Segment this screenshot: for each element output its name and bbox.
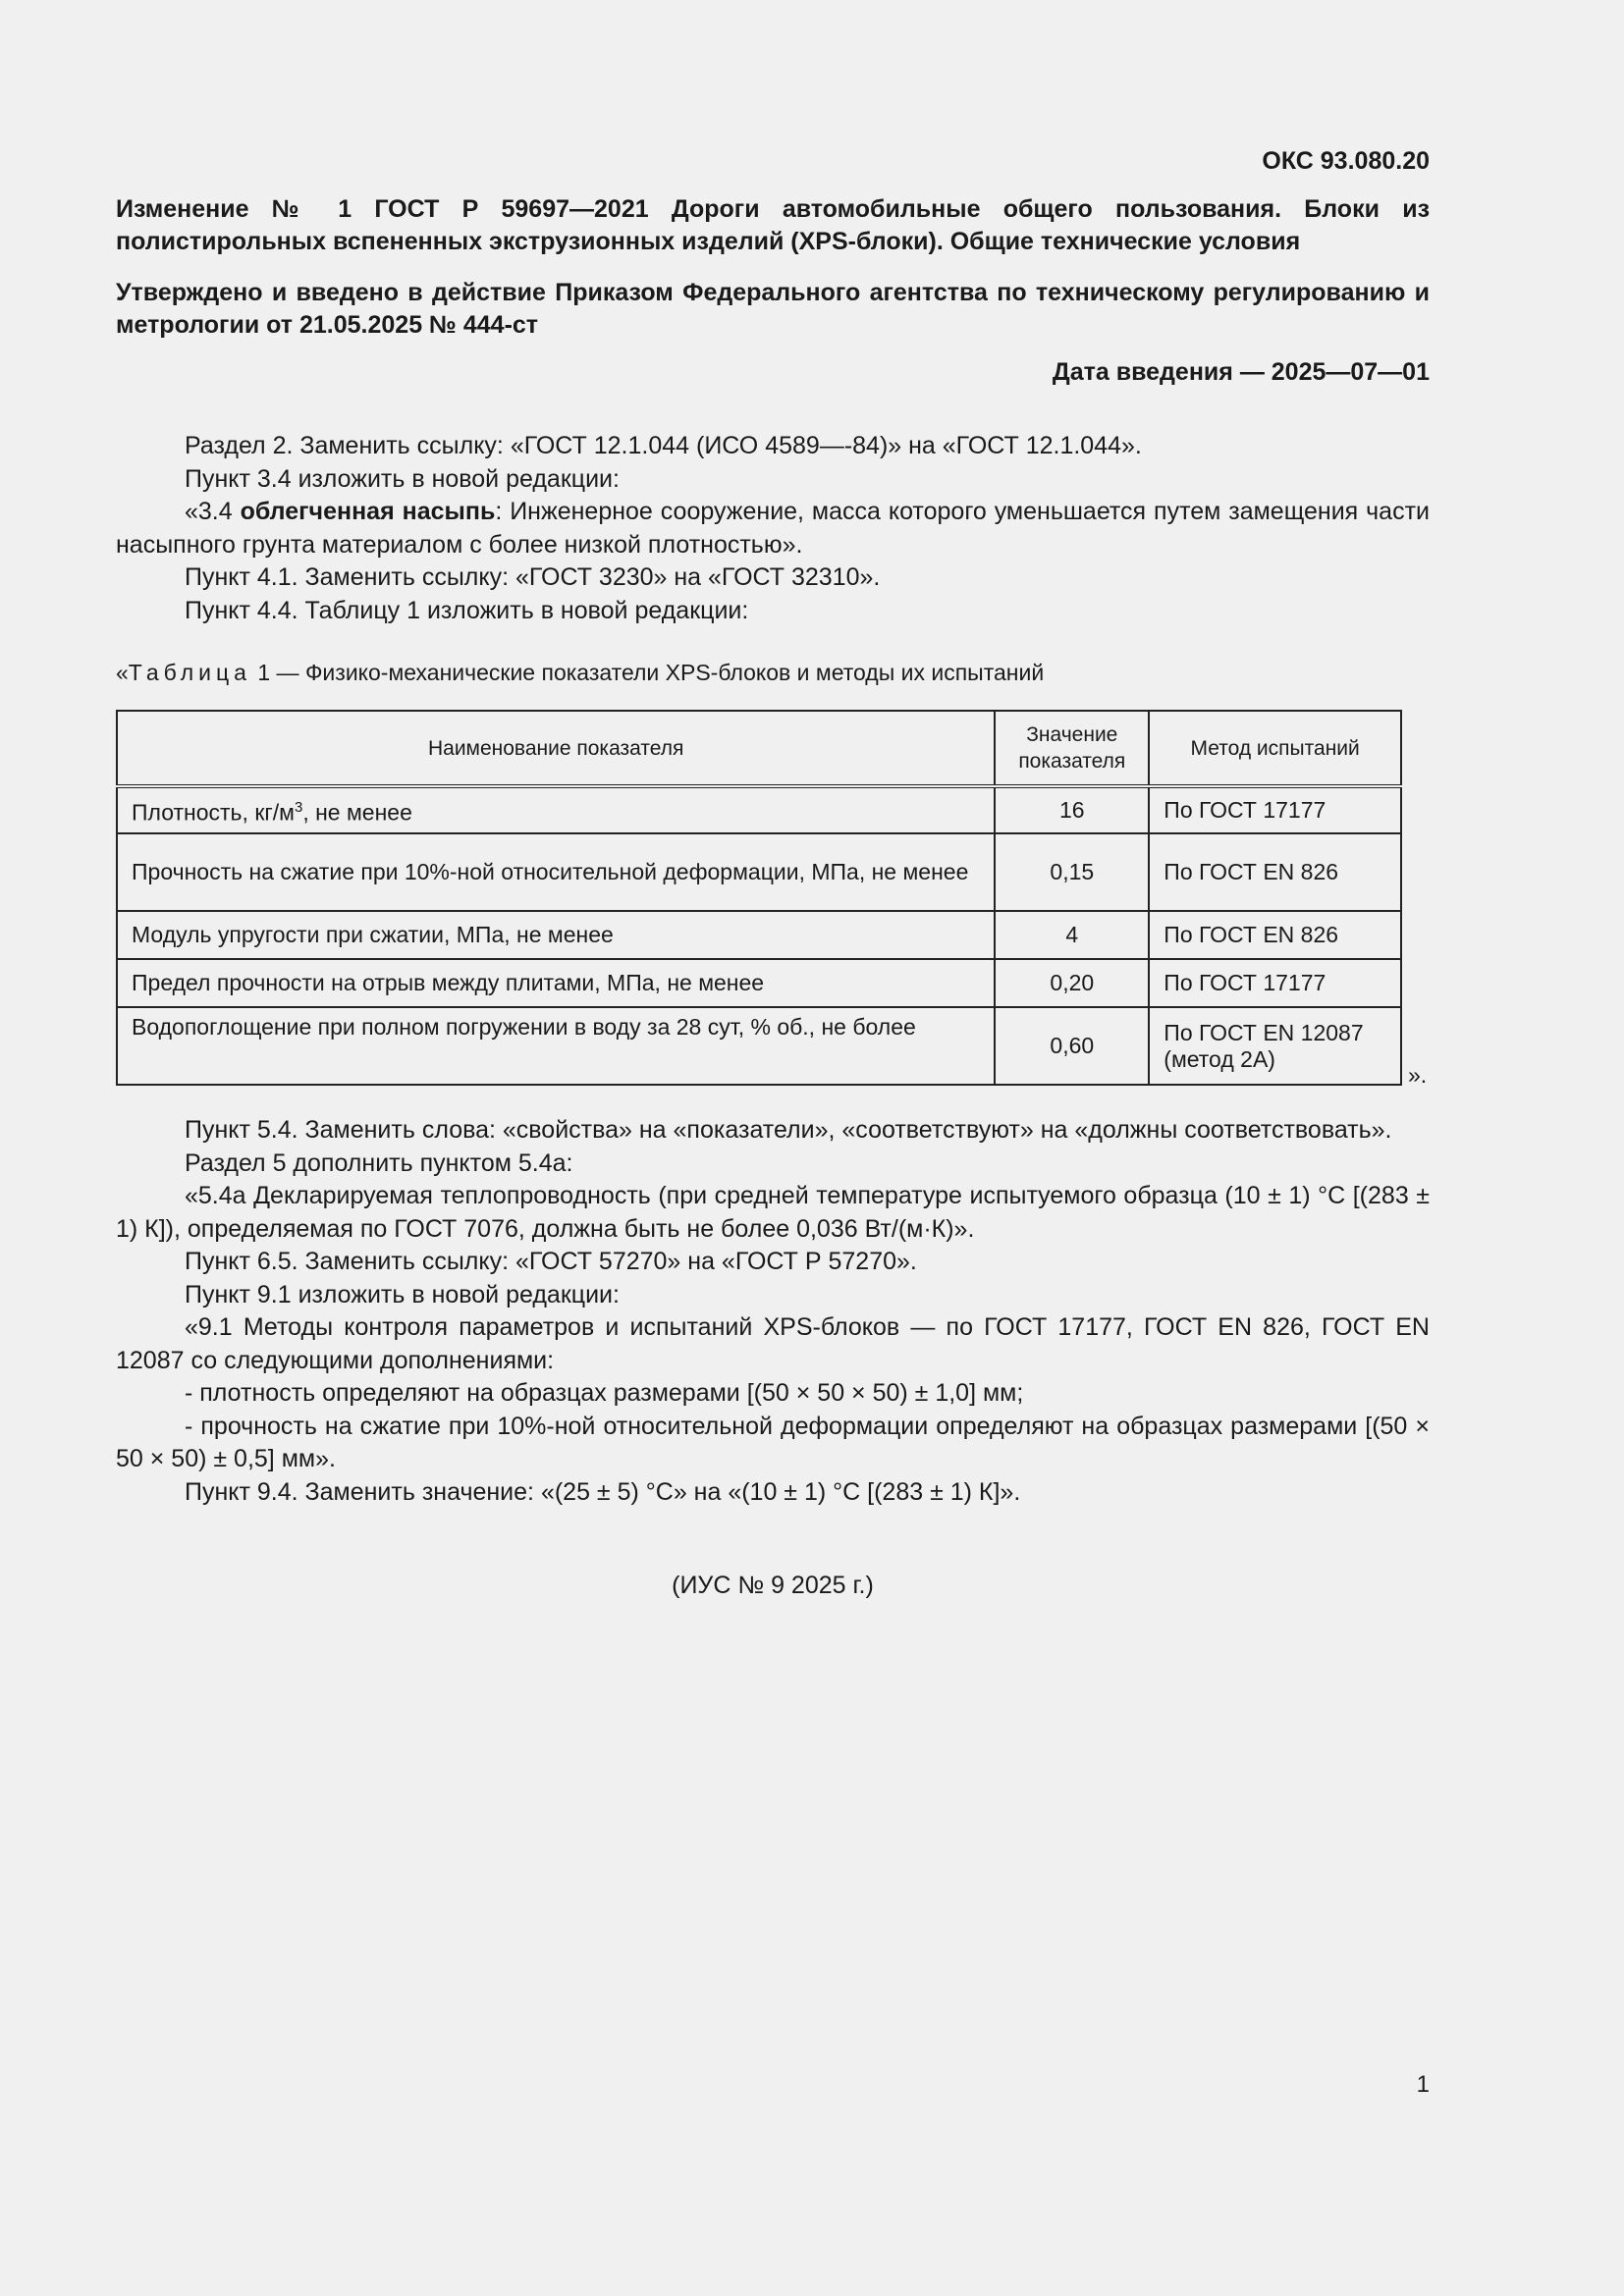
ius-reference: (ИУС № 9 2025 г.) [672, 1572, 874, 1599]
cell-value: 4 [995, 911, 1149, 959]
table-closing-quote: ». [1408, 1062, 1428, 1088]
paragraph: Пункт 4.4. Таблицу 1 изложить в новой редакции: [185, 596, 749, 624]
header-method: Метод испытаний [1149, 711, 1401, 786]
defined-term: облегченная насыпь [240, 498, 496, 525]
table-row [117, 833, 1401, 911]
cell-value: 0,15 [995, 833, 1149, 911]
effective-date: Дата введения — 2025—07—01 [1052, 358, 1430, 386]
paragraph: Раздел 2. Заменить ссылку: «ГОСТ 12.1.044 (ИСО 4589—-84)» на «ГОСТ 12.1.044». [185, 432, 1142, 459]
paragraph: «5.4а Декларируемая теплопроводность (при средней температуре испытуемого образца (10 ± 1) °С [(283 ± 1) К]), определяемая по ГОСТ 7076, должна быть не более 0,036 Вт/(м·К)». [116, 1182, 1430, 1243]
cell-name: Модуль упругости при сжатии, МПа, не менее [117, 911, 995, 959]
caption-word: Таблица [128, 660, 251, 685]
cell-method: По ГОСТ EN 826 [1149, 833, 1401, 911]
cell-name: Прочность на сжатие при 10%-ной относительной деформации, МПа, не менее [117, 833, 995, 911]
cell-method: По ГОСТ 17177 [1149, 786, 1401, 833]
paragraph: Пункт 5.4. Заменить слова: «свойства» на «показатели», «соответствуют» на «должны соответствовать». [185, 1116, 1392, 1144]
cell-method: По ГОСТ EN 826 [1149, 911, 1401, 959]
table-header-row [117, 711, 1401, 786]
list-item: - прочность на сжатие при 10%-ной относительной деформации определяют на образцах размерами [(50 × 50 × 50) ± 0,5] мм». [116, 1412, 1430, 1472]
paragraph: Пункт 6.5. Заменить ссылку: «ГОСТ 57270» на «ГОСТ Р 57270». [185, 1248, 917, 1275]
table-row [117, 786, 1401, 833]
cell-name: Плотность, $кг/м^3$, не менее [117, 786, 995, 833]
classification-code: ОКС 93.080.20 [1262, 147, 1430, 175]
caption-text: 1 — Физико-механические показатели XPS-блоков и методы их испытаний [250, 660, 1045, 685]
amendment-title: Изменение № 1 ГОСТ Р 59697—2021 Дороги автомобильные общего пользования. Блоки из полистирольных вспененных экструзионных изделий (XPS-блоки). Общие технические условия [116, 195, 1430, 255]
properties-table [116, 710, 1402, 1086]
cell-value: 0,60 [995, 1007, 1149, 1085]
cell-method: По ГОСТ 17177 [1149, 959, 1401, 1007]
page-number: 1 [1416, 2071, 1430, 2098]
header-value: Значение показателя [995, 711, 1149, 786]
header-name: Наименование показателя [117, 711, 995, 786]
cell-method: По ГОСТ EN 12087 (метод 2А) [1149, 1007, 1401, 1085]
paragraph: Пункт 4.1. Заменить ссылку: «ГОСТ 3230» на «ГОСТ 32310». [185, 563, 881, 591]
table-row [117, 959, 1401, 1007]
amendment-text-part-2 [116, 1114, 1430, 1509]
table-row [117, 1007, 1401, 1085]
table-row [117, 911, 1401, 959]
amendment-text-part-1 [116, 430, 1430, 627]
paragraph: Пункт 3.4 изложить в новой редакции: [185, 464, 620, 493]
paragraph: Пункт 9.4. Заменить значение: «(25 ± 5) °С» на «(10 ± 1) °С [(283 ± 1) К]». [185, 1477, 1021, 1506]
paragraph: «9.1 Методы контроля параметров и испытаний XPS-блоков — по ГОСТ 17177, ГОСТ EN 826, ГОСТ EN 12087 со следующими дополнениями: [116, 1313, 1430, 1374]
paragraph-definition [116, 496, 1430, 561]
cell-value: 0,20 [995, 959, 1149, 1007]
approval-statement: Утверждено и введено в действие Приказом Федерального агентства по техническому регулированию и метрологии от 21.05.2025 № 444-ст [116, 279, 1430, 339]
list-item: - плотность определяют на образцах размерами [(50 × 50 × 50) ± 1,0] мм; [185, 1379, 1024, 1407]
caption-quote: « [116, 660, 129, 685]
cell-name: Водопоглощение при полном погружении в воду за 28 сут, % об., не более [117, 1007, 995, 1085]
paragraph: Раздел 5 дополнить пунктом 5.4а: [185, 1148, 573, 1177]
definition-text: : Инженерное сооружение, масса которого уменьшается путем замещения части насыпного грунта материалом с более низкой плотностью». [116, 498, 1430, 559]
document-page [116, 0, 1430, 2296]
cell-name: Предел прочности на отрыв между плитами, МПа, не менее [117, 959, 995, 1007]
table-caption [116, 660, 1044, 686]
cell-value: 16 [995, 786, 1149, 833]
paragraph: Пункт 9.1 изложить в новой редакции: [185, 1280, 620, 1308]
definition-prefix: «3.4 [185, 498, 241, 525]
